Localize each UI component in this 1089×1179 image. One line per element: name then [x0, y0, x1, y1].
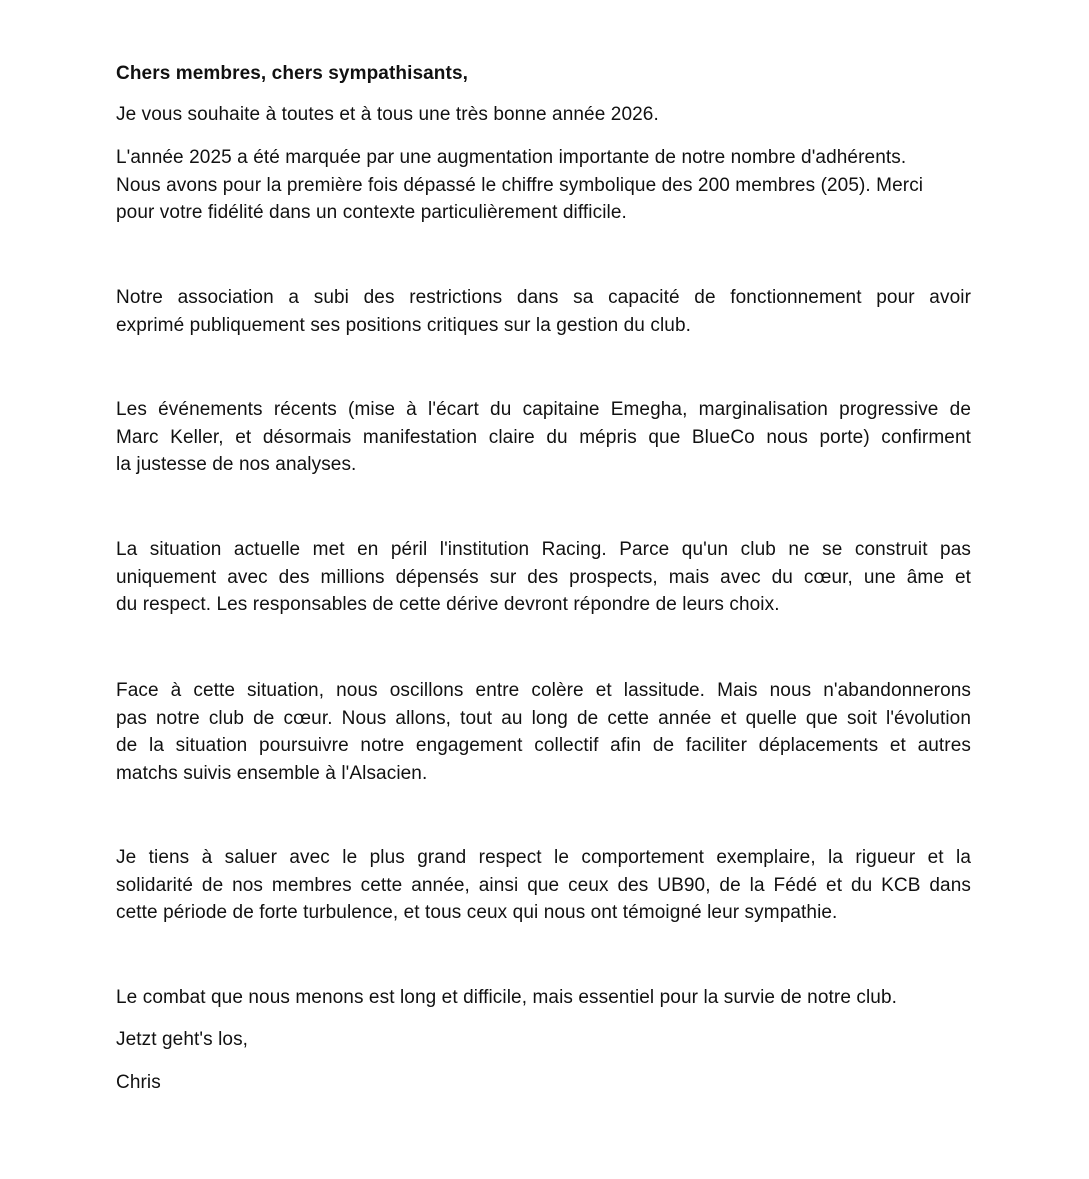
paragraph-line: L'année 2025 a été marquée par une augmentation importante de notre nombre d'adhérents. [116, 147, 907, 168]
paragraph-line: Je tiens à saluer avec le plus grand respect le comportement exemplaire, la rigueur et la [116, 847, 971, 868]
paragraph-line: matchs suivis ensemble à l'Alsacien. [116, 762, 428, 784]
paragraph-line: la justesse de nos analyses. [116, 454, 357, 475]
paragraph-line: Face à cette situation, nous oscillons entre colère et lassitude. Mais nous n'abandonnerons [116, 680, 971, 701]
signature: Chris [116, 1072, 161, 1093]
paragraph-combat: Le combat que nous menons est long et difficile, mais essentiel pour la survie de notre club. [116, 987, 897, 1008]
paragraph-line: pour votre fidélité dans un contexte particulièrement difficile. [116, 202, 627, 223]
paragraph-line: du respect. Les responsables de cette dérive devront répondre de leurs choix. [116, 594, 780, 615]
paragraph-line: exprimé publiquement ses positions critiques sur la gestion du club. [116, 314, 691, 336]
paragraph-line: Notre association a subi des restrictions dans sa capacité de fonctionnement pour avoir [116, 287, 971, 308]
paragraph-commitment [116, 677, 971, 787]
new-year-wishes: Je vous souhaite à toutes et à tous une très bonne année 2026. [116, 104, 659, 125]
closing: Jetzt geht's los, [116, 1029, 249, 1050]
paragraph-line: pas notre club de cœur. Nous allons, tout au long de cette année et quelle que soit l'évolution [116, 707, 971, 729]
paragraph-line: Nous avons pour la première fois dépassé le chiffre symbolique des 200 membres (205). Merci [116, 174, 924, 196]
paragraph-line: uniquement avec des millions dépensés sur des prospects, mais avec du cœur, une âme et [116, 566, 971, 588]
greeting: Chers membres, chers sympathisants, [116, 63, 468, 84]
paragraph-events [116, 396, 971, 479]
paragraph-situation [116, 536, 971, 619]
paragraph-line: Les événements récents (mise à l'écart du capitaine Emegha, marginalisation progressive de [116, 399, 971, 420]
paragraph-membership [116, 144, 971, 227]
paragraph-line: La situation actuelle met en péril l'institution Racing. Parce qu'un club ne se construit pas [116, 539, 971, 560]
paragraph-thanks [116, 844, 971, 927]
paragraph-line: de la situation poursuivre notre engagement collectif afin de faciliter déplacements et autres [116, 735, 971, 756]
paragraph-restrictions [116, 284, 971, 339]
paragraph-line: solidarité de nos membres cette année, ainsi que ceux des UB90, de la Fédé et du KCB dans [116, 874, 971, 896]
paragraph-line: Marc Keller, et désormais manifestation claire du mépris que BlueCo nous porte) confirment [116, 426, 971, 448]
paragraph-line: cette période de forte turbulence, et tous ceux qui nous ont témoigné leur sympathie. [116, 902, 838, 923]
